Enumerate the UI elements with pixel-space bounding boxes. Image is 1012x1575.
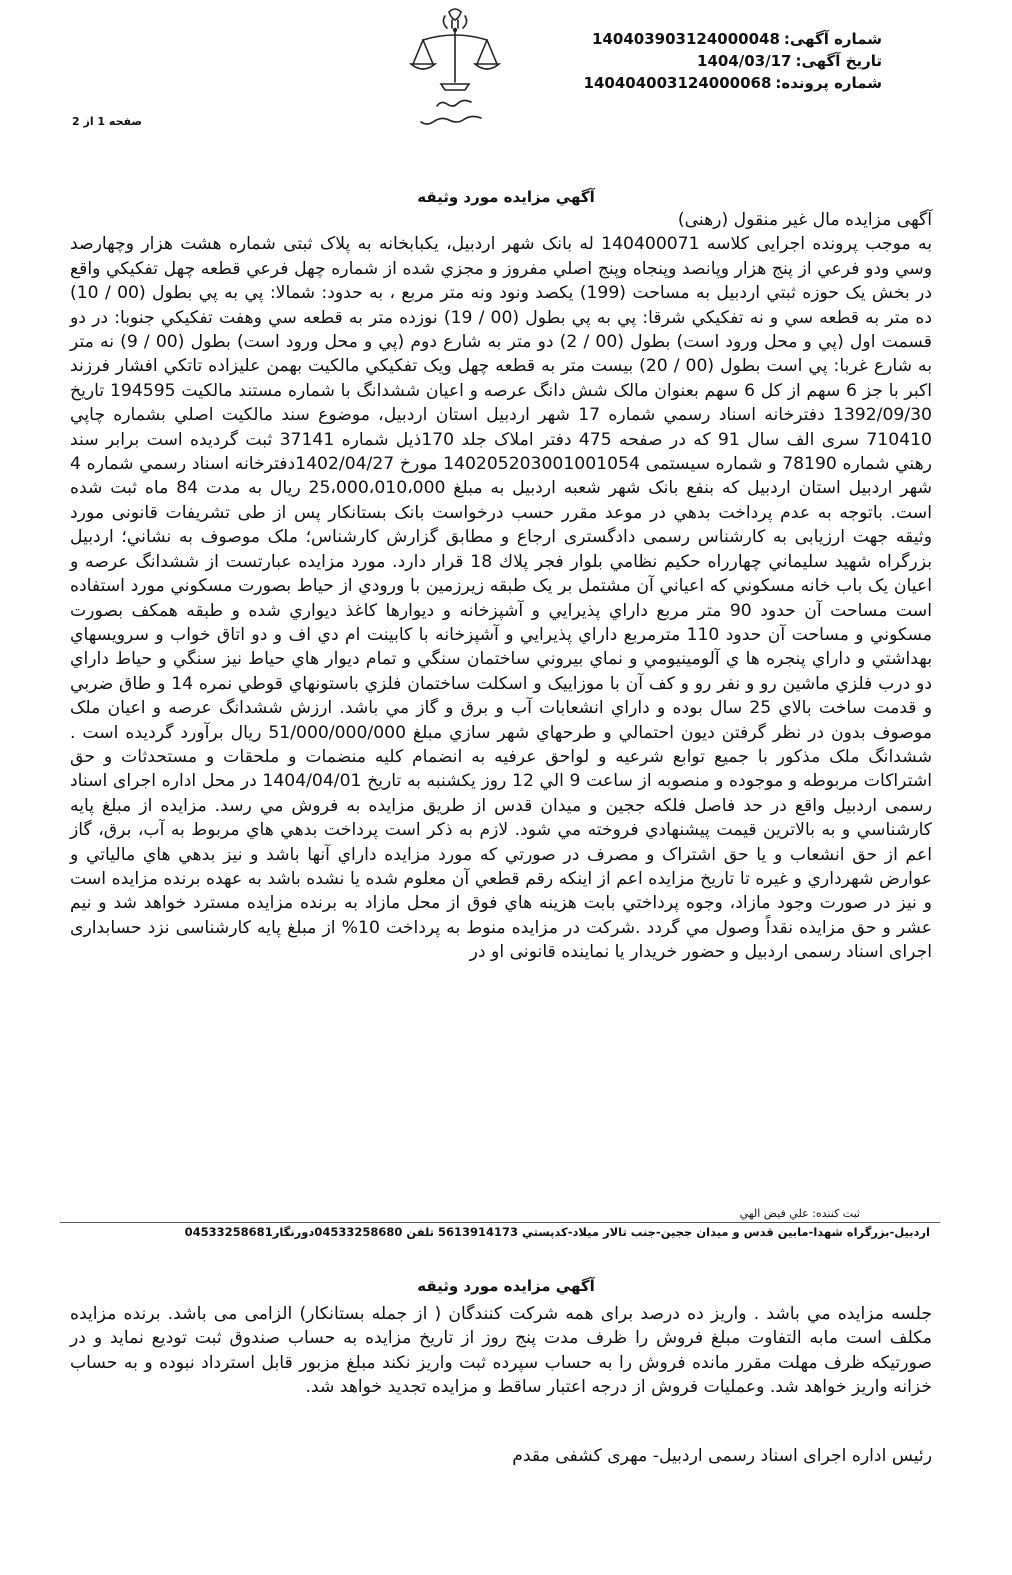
judiciary-emblem: [395, 6, 515, 131]
ad-date-row: [590, 50, 882, 72]
ad-metadata: [583, 28, 882, 94]
recorder-name: علي فيض الهي: [739, 1207, 809, 1220]
signer-line: رئیس اداره اجرای اسناد رسمی اردبیل- مهری کشفی مقدم: [512, 1446, 932, 1466]
footer-address: اردبيل-بزرگراه شهدا-مابين قدس و ميدان ججين-جنب تالار ميلاد-کدپستي 5613914173 تلفن 04533258680دورنگار04533258681: [184, 1225, 930, 1239]
ad-date-label: تاریخ آگهی:: [795, 52, 882, 70]
notice-body-continued: [70, 1302, 932, 1400]
divider: [60, 1222, 940, 1223]
recorder-label: ثبت کننده:: [812, 1207, 860, 1220]
notice-text: به موجب پرونده اجرایی کلاسه 140400071 له بانک شهر اردبیل، یکبابخانه به پلاک ثبتی شماره هشت هزار وچهارصد وسي ودو فرعي از پنج هزار وپانصد وپنجاه وپنج اصلي مفروز و مجزي شده از شماره چهل فرعي قطعه چهل تفکيکي واقع در بخش يک حوزه ثبتي اردبيل به مساحت (199) يکصد ونود ونه متر مربع ، به حدود: شمالا: پي به پي بطول (00 / 10) ده متر به قطعه سي و نه تفکيکي شرقا: پي به پي بطول (00 / 19) نوزده متر به قطعه سي وهفت تفکيکي جنوبا: در دو قسمت اول (پي و محل ورود است) بطول (00 / 2) دو متر به شارع دوم (پي و محل ورود است) بطول (00 / 9) نه متر به شارع غربا: پي است بطول (00 / 20) بيست متر به قطعه چهل ويک تفکيکي مالکيت بهمن عليزاده تاتکي افشار فرزند اکبر با جز 6 سهم از کل 6 سهم بعنوان مالک شش دانگ عرصه و اعيان ششدانگ با شماره مستند مالکيت 194595 تاريخ 1392/09/30 دفترخانه اسناد رسمي شماره 17 شهر اردبيل استان اردبيل، موضوع سند مالکيت اصلي بشماره چاپي 710410 سری الف سال 91 که در صفحه 475 دفتر املاک جلد 170ذيل شماره 37141 ثبت گرديده است برابر سند رهني شماره 78190 و شماره سيستمی 140205203001001054 مورخ 1402/04/27دفترخانه اسناد رسمي شماره 4 شهر اردبيل استان اردبيل که بنفع بانک شهر شعبه اردبيل به مبلغ 25،000،010،000 ريال به مدت 84 ماه ثبت شده است. باتوجه به عدم پرداخت بدهي در موعد مقرر حسب درخواست بانک بستانکار پس از طی تشريفات قانونی مورد وثيقه جهت ارزيابی به کارشناس رسمی دادگستری ارجاع و مطابق گزارش کارشناس؛ ملک موصوف به نشاني؛ اردبيل بزرگراه شهيد سليماني چهارراه حکيم نظامي بلوار فجر پلاك 18 قرار دارد. مورد مزايده عبارتست از ششدانگ عرصه و اعيان يک باب خانه مسکوني که اعياني آن مشتمل بر يک طبقه زيرزمين با ورودي از حياط بصورت مسکوني مورد استفاده است مساحت آن حدود 90 متر مربع داراي پذيرايي و آشپزخانه و ديوارها کاغذ ديواري شده و طبقه همکف بصورت مسکوني و مساحت آن حدود 110 مترمربع داراي پذيرايي و آشپزخانه با کابينت ام دي اف و دو اتاق خواب و سرويسهاي بهداشتي و داراي پنجره ها ي آلومينيومي و نماي بيروني ساختمان سنگي و تمام ديوار هاي حياط نيز سنگي و حياط داراي دو درب فلزي ماشين رو و نفر رو و کف آن با موزاييک و اسکلت ساختمان فلزي باستونهاي قوطي نمره 14 و طاق ضربي و قدمت ساخت بالاي 25 سال بوده و داراي انشعابات آب و برق و گاز مي باشد. ارزش ششدانگ عرصه و اعيان ملک موصوف بدون در نظر گرفتن ديون احتمالي و طرحهاي شهر سازي مبلغ 51/000/000/000 ريال برآورد گرديده است . ششدانگ ملک مذکور با جميع توابع شرعيه و لواحق عرفيه به انضمام کليه منضمات و ملحقات و مستحدثات و حق اشتراکات مربوطه و موجوده و منصوبه از ساعت 9 الي 12 روز يکشنبه به تاريخ 1404/04/01 در محل اداره اجرای اسناد رسمی اردبیل واقع در حد فاصل فلکه ججين و ميدان قدس از طريق مزايده به فروش مي رسد. مزايده از مبلغ پايه کارشناسي و به بالاترين قيمت پيشنهادي فروخته مي شود. لازم به ذکر است پرداخت بدهي هاي مربوط به آب، برق، گاز اعم از حق انشعاب و يا حق اشتراک و مصرف در صورتي که مورد مزايده داراي آنها باشد و نيز بدهي هاي مالياتي و عوارض شهرداري و غيره تا تاريخ مزايده اعم از اينکه رقم قطعي آن معلوم شده يا نشده باشد به عهده برنده مزايده است و نيز در صورت وجود مازاد، وجوه پرداختي بابت هزينه هاي فوق از محل مازاد به برنده مزايده مسترد خواهد شد و نيم عشر و حق مزايده نقداً وصول مي گردد .شرکت در مزايده منوط به پرداخت 10% از مبلغ پايه کارشناسی نزد حسابداری اجرای اسناد رسمی اردبيل و حضور خريدار يا نماينده قانونی او در: [70, 234, 933, 963]
file-number-row: [583, 72, 882, 94]
ad-date: 1404/03/17: [697, 52, 792, 70]
file-number-label: شماره پرونده:: [775, 74, 882, 92]
notice-text-continued: جلسه مزايده مي باشد . واریز ده درصد برای همه شرکت کنندگان ( از جمله بستانکار) الزامی می باشد. برنده مزايده مکلف است مابه التفاوت مبلغ فروش را ظرف مدت پنج روز از تاريخ مزايده به حساب صندوق ثبت توديع نمايد و در صورتيکه ظرف مهلت مقرر مانده فروش را به حساب سپرده ثبت واريز نکند مبلغ مزبور قابل استرداد نبوده و به حساب خزانه واريز خواهد شد. وعمليات فروش از درجه اعتبار ساقط و مزايده تجديد خواهد شد.: [70, 1304, 932, 1398]
recorder-line: [560, 1207, 860, 1220]
notice-title-continued: آگهي مزايده مورد وثيقه: [417, 1277, 595, 1295]
ad-number: 140403903124000048: [592, 30, 780, 48]
ad-number-row: [590, 28, 882, 50]
notice-title: آگهي مزايده مورد وثيقه: [417, 188, 595, 206]
file-number: 140404003124000068: [583, 74, 772, 92]
ad-number-label: شماره آگهی:: [783, 30, 882, 48]
page-indicator: صفحه 1 از 2: [72, 115, 143, 128]
notice-subtitle: آگهی مزایده مال غیر منقول (رهنی): [677, 210, 932, 230]
notice-body: [70, 208, 932, 965]
scales-of-justice-icon: [395, 6, 515, 131]
